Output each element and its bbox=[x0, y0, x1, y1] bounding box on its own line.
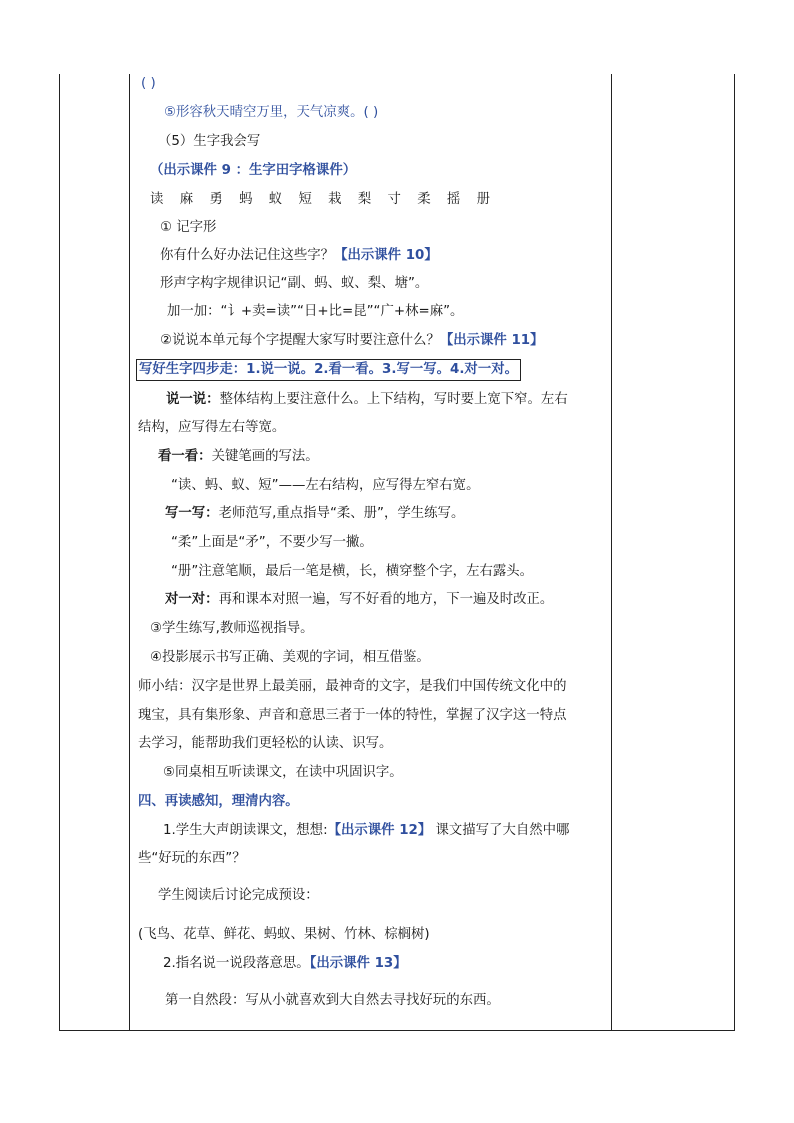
character-item: 梨 bbox=[357, 192, 372, 207]
preset-answer-line: (飞鸟、花草、鲜花、蚂蚁、果树、竹林、棕榈树) bbox=[138, 927, 430, 942]
character-list bbox=[150, 190, 506, 210]
step-write: 写一写：老师范写,重点指导“柔、册”，学生练写。 bbox=[165, 506, 465, 521]
table-bottom-border bbox=[59, 1030, 735, 1031]
character-item: 勇 bbox=[209, 192, 223, 207]
projection-line: ④投影展示书写正确、美观的字词，相互借鉴。 bbox=[150, 650, 430, 665]
step-say-continued: 结构，应写得左右等宽。 bbox=[138, 420, 286, 435]
courseware-link-13: 【出示课件 13】 bbox=[309, 956, 407, 971]
courseware-link-10: 【出示课件 10】 bbox=[334, 248, 438, 263]
character-item: 寸 bbox=[387, 192, 401, 207]
character-item: 册 bbox=[476, 192, 490, 207]
peer-reading-line: ⑤同桌相互听读课文，在读中巩固识字。 bbox=[163, 765, 403, 780]
question-memorize: 你有什么好办法记住这些字？【出示课件 10】 bbox=[160, 248, 438, 263]
discussion-line: 学生阅读后讨论完成预设： bbox=[158, 888, 319, 903]
courseware-link-11: 【出示课件 11】 bbox=[439, 333, 544, 348]
practice-line: ③学生练写,教师巡视指导。 bbox=[150, 621, 314, 636]
read-aloud-line: 1.学生大声朗读课文，想想:【出示课件 12】 课文描写了大自然中哪 bbox=[163, 823, 570, 838]
question-attention: ②说说本单元每个字提醒大家写时要注意什么？【出示课件 11】 bbox=[160, 333, 544, 348]
character-item: 柔 bbox=[417, 192, 431, 207]
section-four-heading: 四、再读感知，理清内容。 bbox=[138, 794, 299, 809]
rou-note: “柔”上面是“矛”，不要少写一撇。 bbox=[171, 535, 373, 550]
memorize-shape-heading: ① 记字形 bbox=[160, 220, 217, 235]
ce-note: “册”注意笔顺，最后一笔是横，长，横穿整个字，左右露头。 bbox=[171, 564, 534, 579]
first-paragraph-line: 第一自然段：写从小就喜欢到大自然去寻找好玩的东西。 bbox=[165, 993, 500, 1008]
character-item: 栽 bbox=[328, 192, 342, 207]
table-column-divider-right bbox=[611, 74, 612, 1030]
courseware-link-12: 【出示课件 12】 bbox=[327, 823, 432, 838]
teacher-summary-line-3: 去学习，能帮助我们更轻松的认读、识写。 bbox=[138, 736, 393, 751]
teacher-summary-line-2: 瑰宝，具有集形象、声音和意思三者于一体的特性，掌握了汉字这一特点 bbox=[138, 708, 567, 723]
character-item: 蚁 bbox=[268, 192, 283, 207]
add-components-line: 加一加：“讠+卖=读”“日+比=昆”“广+林=麻”。 bbox=[167, 304, 464, 319]
left-right-structure-line: “读、蚂、蚁、短”——左右结构，应写得左窄右宽。 bbox=[171, 478, 480, 493]
step-look: 看一看：关键笔画的写法。 bbox=[158, 449, 319, 464]
character-item: 读 bbox=[150, 192, 164, 207]
answer-blank-1: ( ) bbox=[141, 76, 156, 91]
exercise-item-5: ⑤形容秋天晴空万里，天气凉爽。( ) bbox=[164, 105, 379, 120]
character-item: 麻 bbox=[179, 192, 194, 207]
table-right-border bbox=[734, 74, 735, 1030]
character-item: 摇 bbox=[446, 192, 461, 207]
paragraph-meaning-line: 2.指名说一说段落意思。【出示课件 13】 bbox=[163, 956, 407, 971]
four-steps-box: 写好生字四步走：1.说一说。2.看一看。3.写一写。4.对一对。 bbox=[136, 359, 521, 381]
phonetic-rule-line: 形声字构字规律识记“副、蚂、蚁、梨、塘”。 bbox=[160, 276, 429, 291]
character-item: 蚂 bbox=[239, 192, 253, 207]
section-heading-write: （5）生字我会写 bbox=[158, 134, 261, 149]
step-compare: 对一对：再和课本对照一遍，写不好看的地方，下一遍及时改正。 bbox=[165, 592, 554, 607]
step-say: 说一说：整体结构上要注意什么。上下结构，写时要上宽下窄。左右 bbox=[166, 392, 568, 407]
table-left-border bbox=[59, 74, 60, 1030]
table-column-divider-left bbox=[129, 74, 130, 1030]
courseware-note-9: （出示课件 9 ：生字田字格课件） bbox=[150, 163, 357, 178]
character-item: 短 bbox=[298, 192, 312, 207]
read-aloud-line-continued: 些“好玩的东西”？ bbox=[138, 851, 246, 866]
teacher-summary-line-1: 师小结：汉字是世界上最美丽，最神奇的文字，是我们中国传统文化中的 bbox=[138, 679, 567, 694]
